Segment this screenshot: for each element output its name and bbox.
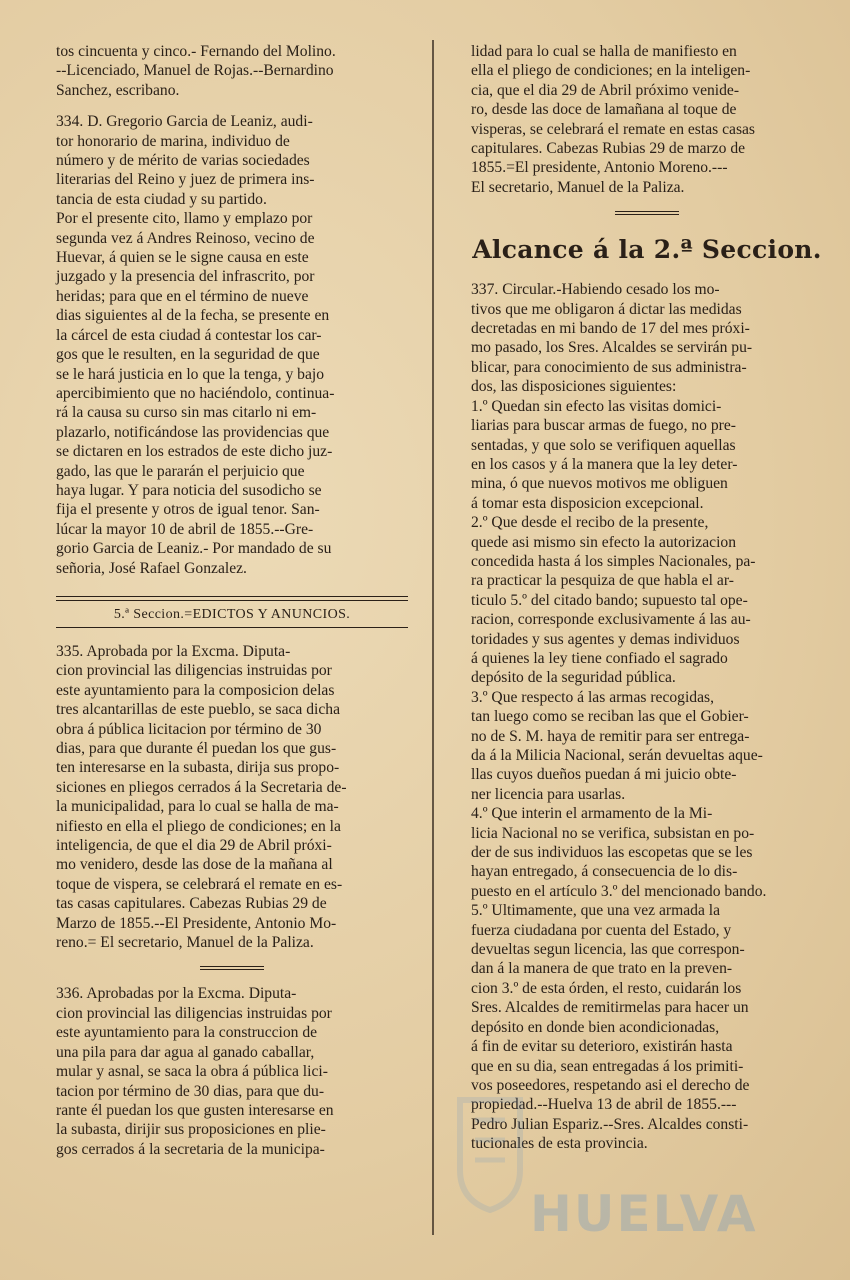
paragraph-disposition-4: 4.º Que interin el armamento de la Mi- licia Nacional no se verifica, subsistan en po- der de sus individuos las escopetas que se les hayan entregado, á consecuencia de lo dis- puesto en el artículo 3.º del mencionado bando. (471, 805, 767, 900)
item-divider (200, 966, 264, 970)
watermark-text: HUELVA (530, 1185, 758, 1243)
paragraph-disposition-5: 5.º Ultimamente, que una vez armada la fuerza ciudadana por cuenta del Estado, y devueltas segun licencia, las que correspon- dan á la manera de que trato en la preven- cion 3.º de esta órden, el resto, cuidarán los Sres. Alcaldes de remitirmelas para hacer un depósito en donde bien acondicionadas, á fin de evitar su deterioro, existirán hasta que en su dia, sean entregadas á los primiti- vos poseedores, respetando asi el derecho de propiedad.--Huelva 13 de abril de 1855.--- Pedro Julian Espariz.--Sres. Alcaldes consti- tucionales de esta provincia. (471, 902, 750, 1153)
section-underline (56, 627, 408, 628)
paragraph-disposition-3: 3.º Que respecto á las armas recogidas, tan luego como se reciban las que el Gobier- no de S. M. haya de remitir para ser entrega- da á la Milicia Nacional, serán devueltas aque- llas cuyos dueños puedan á mi juicio obte- ner licencia para usarlas. (471, 688, 763, 803)
section-divider (56, 596, 408, 601)
paragraph-334-heading: 334. D. Gregorio Garcia de Leaniz, audi- tor honorario de marina, individuo de número y de mérito de varias sociedades literarias del Reino y juez de primera ins- tancia de esta ciudad y su partido. (56, 113, 315, 208)
paragraph-disposition-2: 2.º Que desde el recibo de la presente, quede asi mismo sin efecto la autorizacion concedida hasta á los simples Nacionales, pa- ra practicar la pesquiza de que habla el ar- ticulo 5.º del citado bando; supuesto tal ope- racion, corresponde exclusivamente á las au- toridades y sus agentes y demas individuos á quienes la ley tiene confiado el sagrado depósito de la seguridad pública. (471, 514, 756, 687)
paragraph-334-body: Por el presente cito, llamo y emplazo por segunda vez á Andres Reinoso, vecino de Huevar, á quien se le signe causa en este juzgado y la presencia del infrascrito, por heridas; para que en el término de nueve dias siguientes al de la fecha, se presente en la cárcel de esta ciudad á contestar los car- gos que le resulten, en la seguridad de que se le hará justicia en lo que la tenga, y bajo apercibimiento que no haciéndolo, continua- rá la causa su curso sin mas citarlo ni em- plazarlo, notificándose las providencias que se dictaren en los estrados de este dicho juz- gado, las que le pararán el perjuicio que haya lugar. Y para noticia del susodicho se fija el presente y otros de igual tenor. San- lúcar la mayor 10 de abril de 1855.--Gre- gorio Garcia de Leaniz.- Por mandado de su señoria, José Rafael Gonzalez. (56, 210, 335, 577)
column-rule (432, 40, 434, 1235)
paragraph-336: 336. Aprobadas por la Excma. Diputa- cion provincial las diligencias instruidas por este ayuntamiento para la construccion de una pila para dar agua al ganado caballar, mular y asnal, se saca la obra á pública lici- tacion por término de 30 dias, para que du- rante él puedan los que gusten interesarse en la subasta, dirijir sus proposiciones en plie- gos cerrados á la secretaria de la municipa- (56, 985, 334, 1158)
paragraph-337: 337. Circular.-Habiendo cesado los mo- tivos que me obligaron á dictar las medidas decretadas en mi bando de 17 del mes próxi- mo pasado, los Sres. Alcaldes se servirán pu- blicar, para conocimiento de sus administra- dos, las disposiciones siguientes: (471, 281, 753, 396)
left-column (56, 42, 408, 1159)
paragraph-disposition-1: 1.º Quedan sin efecto las visitas domici- liarias para buscar armas de fuego, no pre- sentadas, y que solo se verifiquen aquellas en los casos y á la manera que la ley deter- mina, ó que nuevos motivos me obliguen á tomar esta disposicion excepcional. (471, 397, 738, 512)
paragraph-336-continuation: lidad para lo cual se halla de manifiesto en ella el pliego de condiciones; en la inteligen- cia, que el dia 29 de Abril próximo venide- ro, desde las doce de lamañana al toque de visperas, se celebrará el remate en estas casas capitulares. Cabezas Rubias 29 de marzo de 1855.=El presidente, Antonio Moreno.--- El secretario, Manuel de la Paliza. (471, 43, 755, 196)
item-divider (615, 211, 679, 215)
paragraph-continuation: tos cincuenta y cinco.- Fernando del Molino. --Licenciado, Manuel de Rojas.--Bernardino Sanchez, escribano. (56, 43, 336, 99)
paragraph-335: 335. Aprobada por la Excma. Diputa- cion provincial las diligencias instruidas por este ayuntamiento para la composicion delas tres alcantarillas de este pueblo, se saca dicha obra á pública licitacion por término de 30 dias, para que durante él puedan los que gus- ten interesarse en la subasta, dirija sus propo- siciones en pliegos cerrados á la Secretaria de- la municipalidad, para lo cual se halla de ma- nifiesto en ella el pliego de condiciones; en la inteligencia, de que el dia 29 de Abril próxi- mo venidero, desde las dose de la mañana al toque de vispera, se celebrará el remate en es- tas casas capitulares. Cabezas Rubias 29 de Marzo de 1855.--El Presidente, Antonio Mo- reno.= El secretario, Manuel de la Paliza. (56, 642, 347, 952)
section-heading: 5.ª Seccion.=EDICTOS Y ANUNCIOS. (113, 606, 351, 622)
right-column (471, 42, 823, 1154)
alcance-title: Alcance á la 2.ª Seccion. (472, 235, 822, 265)
